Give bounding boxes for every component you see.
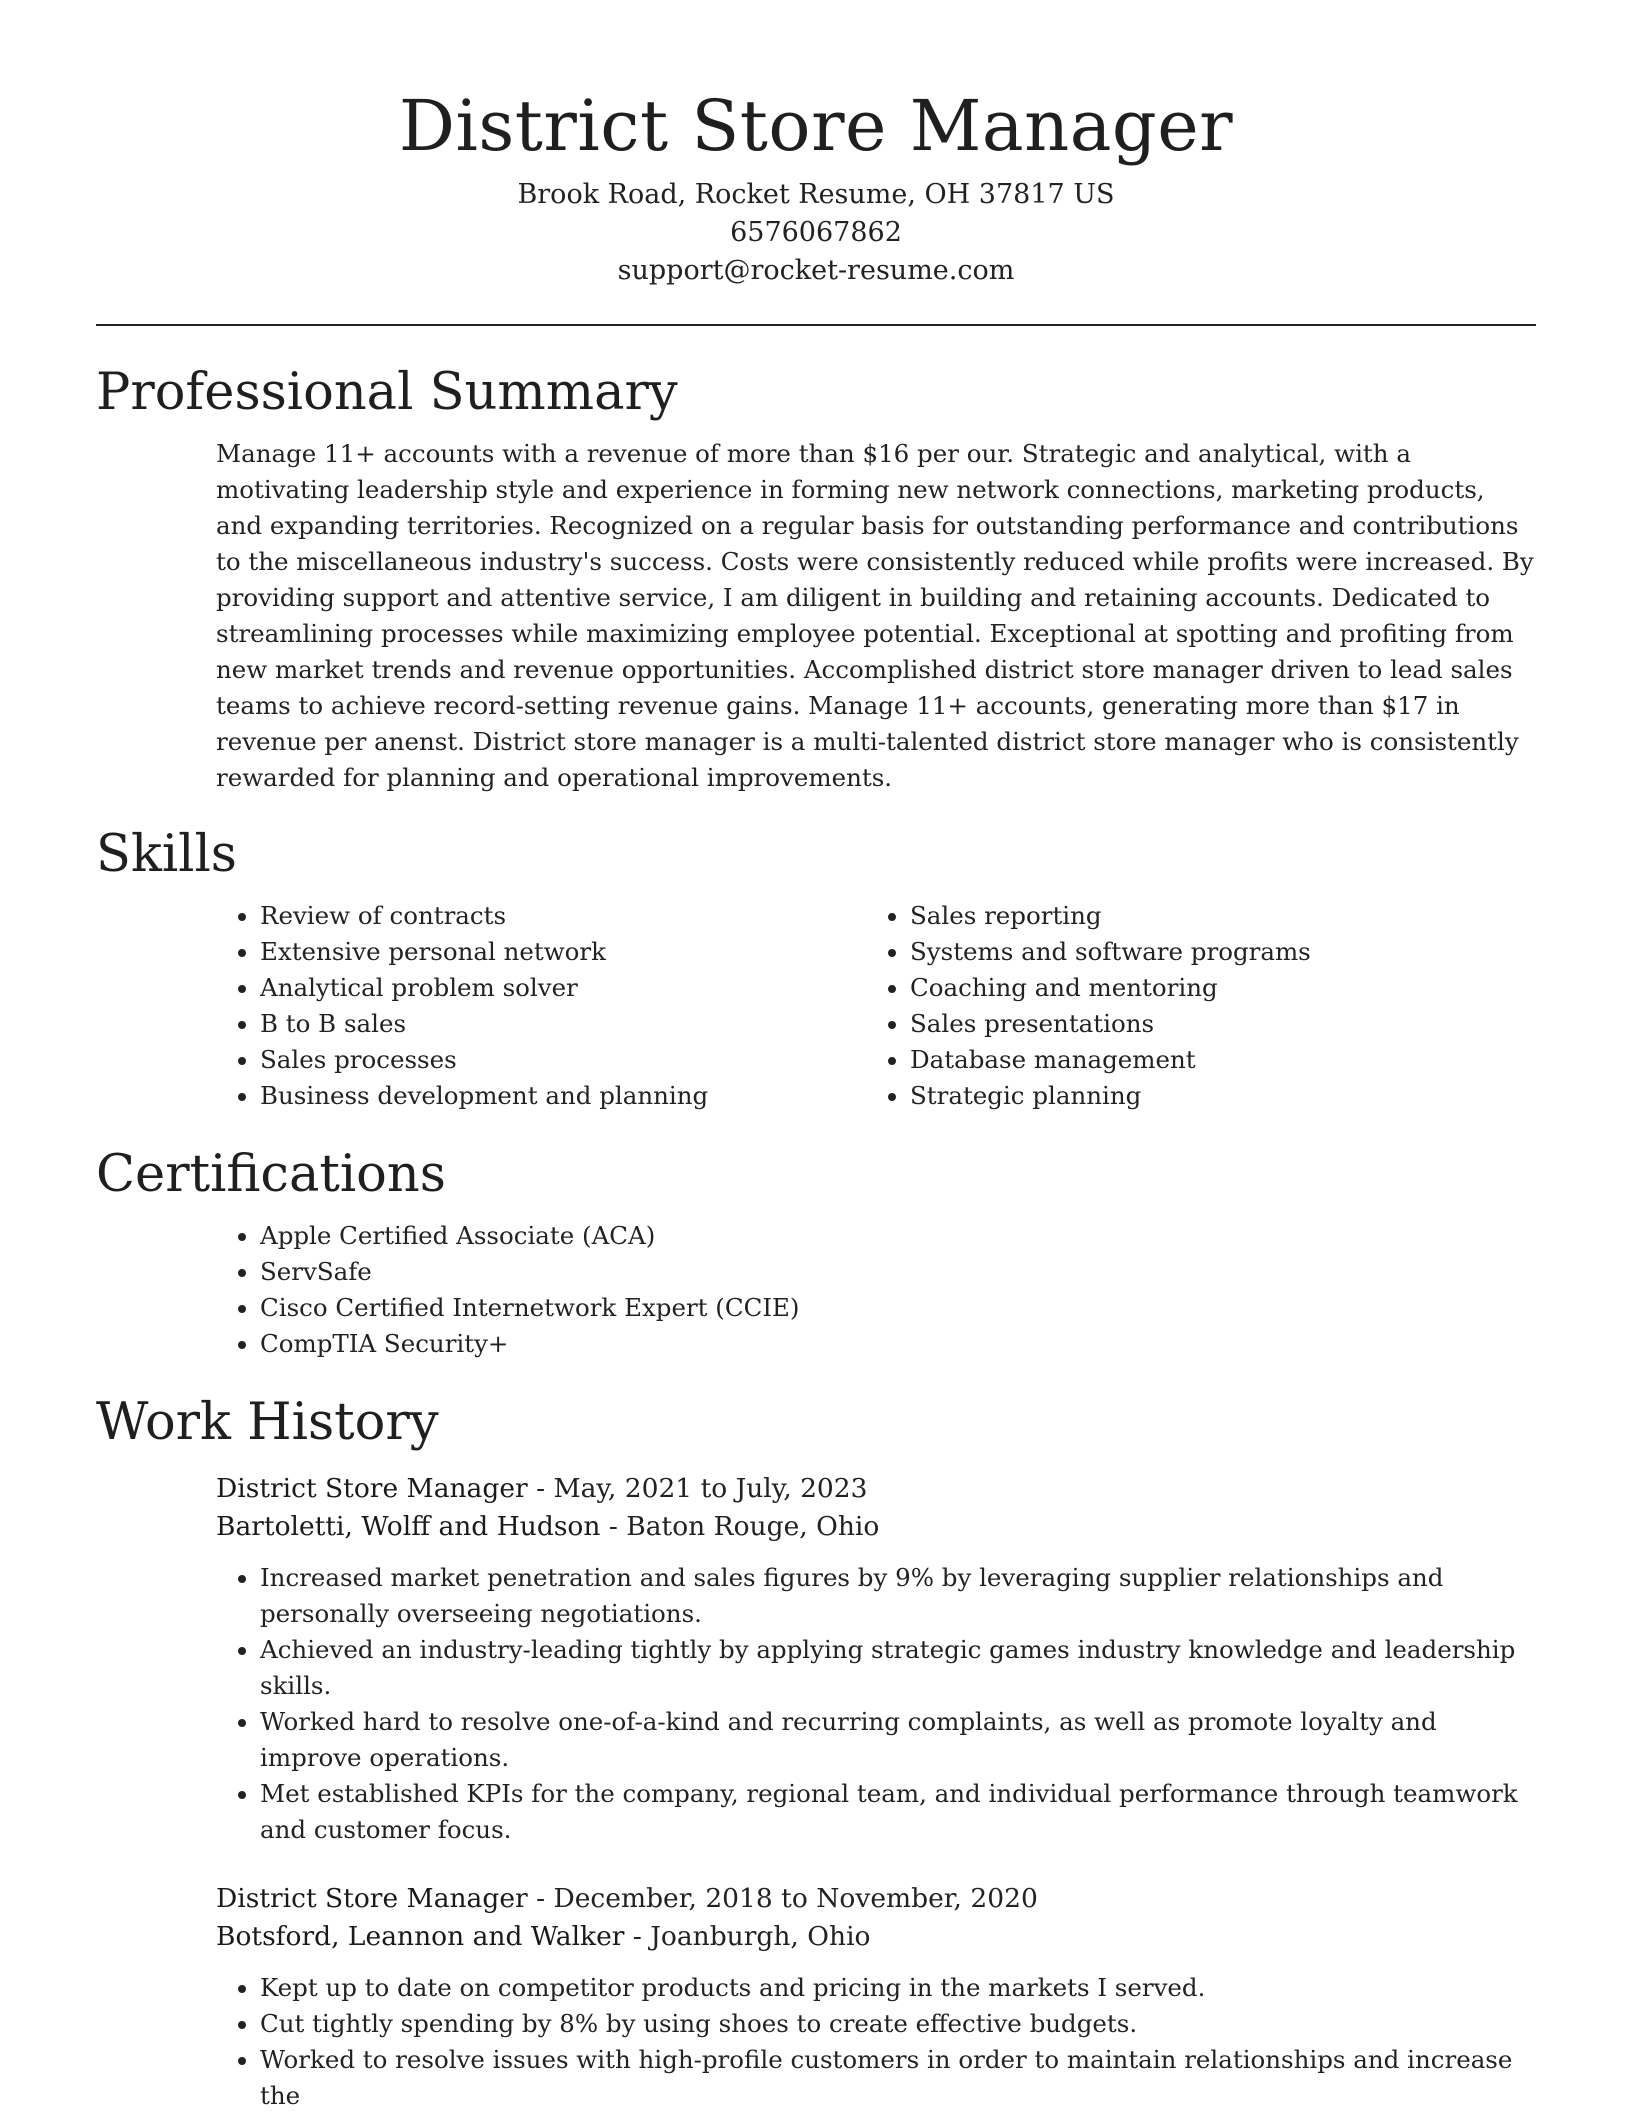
skills-column-left [216,898,866,1114]
job-bullets [216,1970,1536,2114]
phone: 6576067862 [730,217,902,248]
job-bullet: • Worked to resolve issues with high-profile customers in order to maintain relationships and increase the [260,2042,1536,2114]
skill-item: • Analytical problem solver [260,970,866,1006]
address: Brook Road, Rocket Resume, OH 37817 US [517,179,1115,210]
job-dates: - May, 2021 to July, 2023 [527,1473,868,1504]
skill-item: • Systems and software programs [910,934,1516,970]
certifications-heading: Certifications [96,1145,446,1204]
certification-item: • Cisco Certified Internetwork Expert (CCIE) [260,1290,1536,1326]
skills-heading: Skills [96,825,237,884]
job-bullet: • Met established KPIs for the company, regional team, and individual performance through teamwork and customer focus. [260,1776,1536,1848]
skill-item: • Business development and planning [260,1078,866,1114]
certifications-list [216,1218,1536,1362]
contact-info [96,176,1536,290]
certification-item: • ServSafe [260,1254,1536,1290]
job-company-line [216,1918,1536,1956]
job-role: District Store Manager [216,1883,528,1914]
skill-item: • Strategic planning [910,1078,1516,1114]
job-company-line [216,1508,1536,1546]
skill-item: • Sales reporting [910,898,1516,934]
summary-heading: Professional Summary [96,363,678,422]
job-location: - Joanburgh, Ohio [624,1921,871,1952]
resume-page [96,0,1536,2114]
job-entry [216,1880,1536,2114]
job-bullet: • Worked hard to resolve one-of-a-kind and recurring complaints, as well as promote loyalty and improve operations. [260,1704,1536,1776]
certification-item: • Apple Certified Associate (ACA) [260,1218,1536,1254]
skill-item: • B to B sales [260,1006,866,1042]
job-bullet: • Achieved an industry-leading tightly by applying strategic games industry knowledge and leadership skills. [260,1632,1536,1704]
skill-item: • Extensive personal network [260,934,866,970]
job-bullet: • Increased market penetration and sales figures by 9% by leveraging supplier relationships and personally overseeing negotiations. [260,1560,1536,1632]
skills-column-right [866,898,1516,1114]
skill-item: • Coaching and mentoring [910,970,1516,1006]
job-bullets [216,1560,1536,1848]
skill-item: • Database management [910,1042,1516,1078]
skill-item: • Review of contracts [260,898,866,934]
job-title-line [216,1470,1536,1508]
skill-item: • Sales presentations [910,1006,1516,1042]
job-company: Botsford, Leannon and Walker [216,1921,625,1952]
job-entry [216,1470,1536,1848]
job-role: District Store Manager [216,1473,528,1504]
job-location: - Baton Rouge, Ohio [600,1511,880,1542]
job-bullet: • Cut tightly spending by 8% by using shoes to create effective budgets. [260,2006,1536,2042]
job-title-line [216,1880,1536,1918]
header-divider [96,324,1536,326]
skill-item: • Sales processes [260,1042,866,1078]
email: support@rocket-resume.com [617,255,1015,286]
candidate-name: District Store Manager [398,85,1234,167]
skills-list [216,898,1536,1114]
job-bullet: • Kept up to date on competitor products and pricing in the markets I served. [260,1970,1536,2006]
job-company: Bartoletti, Wolff and Hudson [216,1511,601,1542]
summary-text: Manage 11+ accounts with a revenue of more than $16 per our. Strategic and analytical, with a motivating leadership style and experience in forming new network connections, marketing products, and expanding territories. Recognized on a regular basis for outstanding performance and contributions to the miscellaneous industry's success. Costs were consistently reduced while profits were increased. By providing support and attentive service, I am diligent in building and retaining accounts. Dedicated to streamlining processes while maximizing employee potential. Exceptional at spotting and profiting from new market trends and revenue opportunities. Accomplished district store manager driven to lead sales teams to achieve record-setting revenue gains. Manage 11+ accounts, generating more than $17 in revenue per anenst. District store manager is a multi-talented district store manager who is consistently rewarded for planning and operational improvements. [216,439,1534,792]
job-dates: - December, 2018 to November, 2020 [527,1883,1038,1914]
work-history-heading: Work History [96,1393,439,1452]
certification-item: • CompTIA Security+ [260,1326,1536,1362]
